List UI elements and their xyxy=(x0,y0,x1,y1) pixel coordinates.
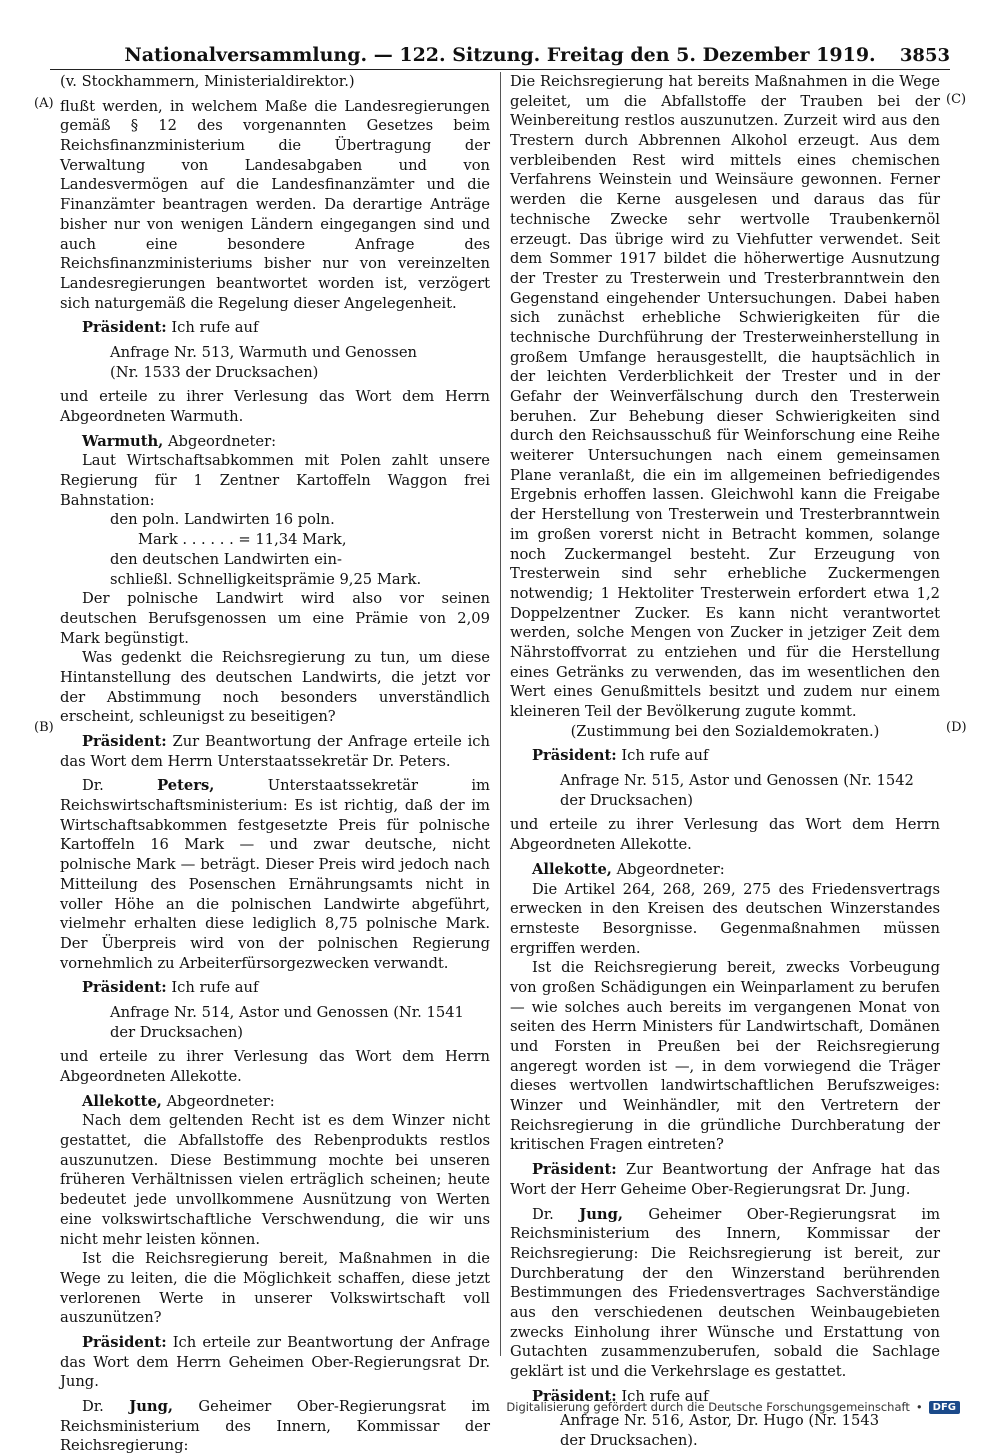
speaker-name: Allekotte, xyxy=(82,1092,162,1110)
paragraph: und erteile zu ihrer Verlesung das Wort dem Herrn Abgeordneten Warmuth. xyxy=(60,388,490,425)
speech-paragraph: Dr. Jung, Geheimer Ober-Regierungsrat im Reichsministerium des Innern, Kommissar der Reichsregierung: xyxy=(60,1398,490,1455)
inquiry-line: der Drucksachen). xyxy=(560,1432,698,1450)
speaker-heading: Allekotte, Abgeordneter: xyxy=(532,860,725,878)
president-label: Präsident: xyxy=(82,319,167,337)
price-line: den poln. Landwirten 16 poln. xyxy=(110,511,335,529)
president-statement: Präsident: Zur Beantwortung der Anfrage erteile ich das Wort dem Herrn Unterstaatssekretär Dr. Peters. xyxy=(60,733,490,770)
paragraph: Die Artikel 264, 268, 269, 275 des Friedensvertrags erwecken in den Kreisen des deutschen Winzerstandes ernsteste Besorgnisse. Gegenmaßnahmen müssen ergriffen werden. xyxy=(510,880,940,957)
president-label: Präsident: xyxy=(532,1387,617,1405)
speech-paragraph: Dr. Jung, Geheimer Ober-Regierungsrat im Reichsministerium des Innern, Kommissar der Reichsregierung: Die Reichsregierung ist bereit, zur Durchberatung der den Winzerstand berührenden Bestimmungen des Friedensvertrages Sachverständige aus den verschiedenen deutschen Weinbaugebieten zwecks Einholung ihrer Wünsche und Erstattung von Gutachten zusammenzuberufen, sobald die Sachlage geklärt ist und die Verkehrslage es gestattet. xyxy=(510,1205,940,1380)
left-column xyxy=(60,72,491,1455)
president-label: Präsident: xyxy=(82,1333,167,1351)
president-statement: Präsident: Ich rufe auf xyxy=(82,979,259,997)
speaker-name: Warmuth, xyxy=(82,432,164,450)
footer-separator-icon: • xyxy=(915,1400,923,1414)
inquiry-line: (Nr. 1533 der Drucksachen) xyxy=(110,363,319,381)
speaker-name: Peters, xyxy=(157,777,215,795)
paragraph: und erteile zu ihrer Verlesung das Wort dem Herrn Abgeordneten Allekotte. xyxy=(60,1048,490,1085)
paragraph: Der polnische Landwirt wird also vor seinen deutschen Berufsgenossen um eine Prämie von 2,09 Mark begünstigt. xyxy=(60,590,490,647)
inquiry-line: Anfrage Nr. 514, Astor und Genossen (Nr. 1541 xyxy=(110,1003,464,1021)
speaker-continuation: (v. Stockhammern, Ministerialdirektor.) xyxy=(60,73,355,90)
footer-text: Digitalisierung gefördert durch die Deutsche Forschungsgemeinschaft xyxy=(506,1400,910,1414)
margin-marker-d: (D) xyxy=(946,720,967,735)
price-line: schließl. Schnelligkeitsprämie 9,25 Mark. xyxy=(110,570,422,588)
margin-marker-b: (B) xyxy=(34,720,54,735)
inquiry-line: der Drucksachen) xyxy=(110,1023,244,1041)
speaker-name: Jung, xyxy=(129,1398,173,1415)
president-label: Präsident: xyxy=(82,979,167,997)
dfg-logo: DFG xyxy=(929,1401,960,1414)
inquiry-line: der Drucksachen) xyxy=(560,791,694,809)
president-statement: Präsident: Ich rufe auf xyxy=(532,1387,709,1405)
inquiry-line: Anfrage Nr. 515, Astor und Genossen (Nr. 1542 xyxy=(560,772,914,790)
applause-note: (Zustimmung bei den Sozialdemokraten.) xyxy=(570,722,880,740)
speaker-heading: Allekotte, Abgeordneter: xyxy=(82,1092,275,1110)
president-label: Präsident: xyxy=(82,733,167,750)
president-statement: Präsident: Zur Beantwortung der Anfrage hat das Wort der Herr Geheime Ober-Regierungsrat Dr. Jung. xyxy=(510,1161,940,1198)
speaker-name: Jung, xyxy=(579,1205,623,1223)
price-line: Mark . . . . . . = 11,34 Mark, xyxy=(138,531,347,549)
paragraph: Laut Wirtschaftsabkommen mit Polen zahlt unsere Regierung für 1 Zentner Kartoffeln Waggon frei Bahnstation: xyxy=(60,452,490,509)
paragraph: Ist die Reichsregierung bereit, zwecks Vorbeugung von großen Schädigungen ein Weinparlament zu berufen — wie solches auch bereits im vergangenen Monat von seiten des Herrn Ministers für Landwirtschaft, Domänen und Forsten in Preußen bei der Reichsregierung angeregt worden ist —, in dem vorwiegend die Träger dieses wertvollen landwirtschaftlichen Berufszweiges: Winzer und Weinhändler, mit den Vertretern der Reichsregierung in die gründliche Durchberatung der kritischen Fragen eintreten? xyxy=(510,959,940,1154)
page-header xyxy=(50,40,950,70)
paragraph: flußt werden, in welchem Maße die Landesregierungen gemäß § 12 des vorgenannten Gesetzes beim Reichsfinanzministerium die Übertragung der Verwaltung von Landesabgaben und von Landesvermögen auf die Landesfinanzämter und die Finanzämter beantragen werden. Da derartige Anträge bisher nur von wenigen Ländern eingegangen sind und auch eine besondere Anfrage des Reichsfinanzministeriums bisher nur von vereinzelten Landesregierungen beantwortet worden ist, verzögert sich naturgemäß die Regelung dieser Angelegenheit. xyxy=(60,97,490,312)
paragraph: Was gedenkt die Reichsregierung zu tun, um diese Hintanstellung des deutschen Landwirts, die jetzt vor der Abstimmung noch besonders unverständlich erscheint, schleunigst zu beseitigen? xyxy=(60,649,490,726)
president-statement: Präsident: Ich rufe auf xyxy=(532,747,709,765)
president-label: Präsident: xyxy=(532,747,617,765)
president-statement: Präsident: Ich erteile zur Beantwortung der Anfrage das Wort dem Herrn Geheimen Ober-Regierungsrat Dr. Jung. xyxy=(60,1333,491,1391)
page-number: 3853 xyxy=(899,45,950,66)
speaker-heading: Warmuth, Abgeordneter: xyxy=(82,432,277,450)
footer-credit xyxy=(506,1400,960,1414)
inquiry-line: Anfrage Nr. 513, Warmuth und Genossen xyxy=(110,343,417,361)
margin-marker-a: (A) xyxy=(34,96,54,111)
inquiry-line: Anfrage Nr. 516, Astor, Dr. Hugo (Nr. 1543 xyxy=(560,1412,880,1430)
speech-paragraph: Dr. Peters, Unterstaatssekretär im Reichswirtschaftsministerium: Es ist richtig, daß der im Wirtschaftsabkommen festgesetzte Preis für polnische Kartoffeln 16 Mark — und zwar deutsche, nicht polnische Mark — beträgt. Dieser Preis wird jedoch nach Mitteilung des Posenschen Ernährungsamts nicht in voller Höhe an die polnischen Landwirte abgeführt, vielmehr erhalten diese lediglich 8,75 polnische Mark. Der Überpreis wird von der polnischen Regierung vornehmlich zu Arbeiterfürsorgezwecken verwandt. xyxy=(60,777,490,972)
price-line: den deutschen Landwirten ein- xyxy=(110,550,342,568)
paragraph: Nach dem geltenden Recht ist es dem Winzer nicht gestattet, die Abfallstoffe des Rebenprodukts restlos auszunutzen. Diese Bestimmung mochte bei unseren früheren Verhältnissen vielen erträglich scheinen; heute bedeutet jede unvollkommene Ausnützung von Werten eine volkswirtschaftliche Verschwendung, die wir uns nicht mehr leisten können. xyxy=(60,1112,490,1248)
president-statement: Präsident: Ich rufe auf xyxy=(82,319,259,337)
paragraph: Ist die Reichsregierung bereit, Maßnahmen in die Wege zu leiten, die die Möglichkeit schaffen, diese jetzt verlorenen Werte in unserer Volkswirtschaft voll auszunützen? xyxy=(60,1250,490,1327)
page-header-title: Nationalversammlung. — 122. Sitzung. Freitag den 5. Dezember 1919. xyxy=(124,44,876,66)
paragraph: Die Reichsregierung hat bereits Maßnahmen in die Wege geleitet, um die Abfallstoffe der Trauben bei der Weinbereitung restlos auszunutzen. Zurzeit wird aus den Trestern durch Abbrennen Alkohol erzeugt. Aus dem verbleibenden Rest wird mittels eines chemischen Verfahrens Weinstein und Weinsäure gewonnen. Ferner werden die Kerne ausgelesen und daraus das für technische Zwecke sehr wertvolle Traubenkernöl erzeugt. Das übrige wird zu Viehfutter verwendet. Seit dem Sommer 1917 bildet die höherwertige Ausnutzung der Trester zu Tresterwein und Tresterbranntwein den Gegenstand eingehender Untersuchungen. Dabei haben sich zunächst erhebliche Schwierigkeiten für die technische Durchführung der Tresterweinherstellung in großem Umfange herausgestellt, die hauptsächlich in der leichten Verderblichkeit der Trester und in der Gefahr der Weinverfälschung durch den Tresterwein beruhen. Zur Behebung dieser Schwierigkeiten sind durch den Reichsausschuß für Weinforschung eine Reihe weiterer Untersuchungen nach einem gemeinsamen Plane veranlaßt, die ein im allgemeinen befriedigendes Ergebnis erhoffen lassen. Gleichwohl kann die Freigabe der Herstellung von Tresterwein und Tresterbranntwein im großen vorerst nicht in Betracht kommen, solange noch Zuckermangel besteht. Zur Erzeugung von Tresterwein sind sehr erhebliche Zuckermengen notwendig; 1 Hektoliter Tresterwein erfordert etwa 1,2 Doppelzentner Zucker. Es kann nicht verantwortet werden, solche Mengen von Zucker in jetziger Zeit dem Nährstoffvorrat zu entziehen und für die Herstellung eines Getränks zu verwenden, das im wesentlichen den Wert eines Genußmittels besitzt und zudem nur einem kleineren Teil der Bevölkerung zugute kommt. xyxy=(510,73,940,720)
paragraph: und erteile zu ihrer Verlesung das Wort dem Herrn Abgeordneten Allekotte. xyxy=(510,816,940,854)
speaker-name: Allekotte, xyxy=(532,860,612,878)
president-label: Präsident: xyxy=(532,1161,617,1179)
column-divider xyxy=(500,72,501,1356)
margin-marker-c: (C) xyxy=(946,92,967,107)
